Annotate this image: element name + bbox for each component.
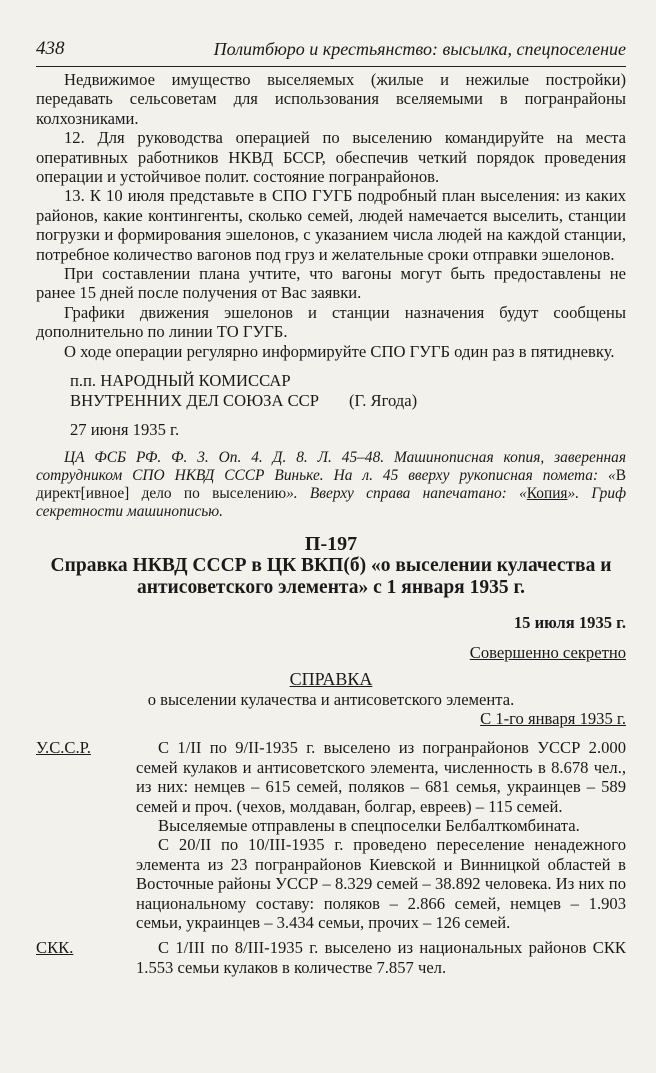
running-title: Политбюро и крестьянство: высылка, спецпоселение: [213, 39, 626, 59]
document-date: 15 июля 1935 г.: [513, 613, 626, 633]
spravka-subheading: о выселении кулачества и антисоветского элемента.: [147, 689, 515, 709]
spravka-heading: СПРАВКА: [289, 669, 373, 690]
signature-date: 27 июня 1935 г.: [70, 419, 180, 439]
kopiya-mark: Копия: [526, 485, 568, 503]
entry-skk-text: С 1/III по 8/III-1935 г. выселено из национальных районов СКК 1.553 семьи кулаков в количестве 7.857 чел.: [136, 938, 626, 977]
paragraph-item-12: 12. Для руководства операцией по выселению командируйте на места оперативных работников НКВД БССР, обеспечив четкий порядок проведения операции и устойчивое полит. состояние погранрайонов.: [36, 128, 626, 187]
page-header: [36, 38, 626, 67]
paragraph-schedules: Графики движения эшелонов и станции назначения будут сообщены дополнительно по линии ТО ГУГБ.: [36, 302, 626, 342]
archival-source-note: ЦА ФСБ РФ. Ф. 3. Оп. 4. Д. 8. Л. 45–48. Машинописная копия, заверенная сотрудником СПО НКВД СССР Виньке. На л. 45 вверху рукописная помета: «В директ[ивное] дело по выселению». Вверху справа напечатано: «Копия». Гриф секретности машинописью.: [36, 449, 626, 521]
paragraph-item-13: 13. К 10 июля представьте в СПО ГУГБ подробный план выселения: из каких районов, какие контингенты, сколько семей, людей намечается выселить, станции погрузки и формирования эшелонов, с указанием числа людей на каждой станции, потребное количество вагонов под груз и желательные сроки отправки эшелонов.: [36, 186, 626, 264]
signature-line-2: ВНУТРЕННИХ ДЕЛ СОЮЗА ССР: [70, 390, 319, 410]
signature-block: [36, 371, 626, 439]
signature-name: (Г. Ягода): [348, 390, 418, 410]
signature-line-1: п.п. НАРОДНЫЙ КОМИССАР: [70, 371, 291, 391]
paragraph-reporting: О ходе операции регулярно информируйте СПО ГУГБ один раз в пятидневку.: [64, 341, 615, 361]
document-title: Справка НКВД СССР в ЦК ВКП(б) «о выселении кулачества и антисоветского элемента» с 1 января 1935 г.: [50, 555, 612, 599]
entry-ussr-text-3: С 20/II по 10/III-1935 г. проведено переселение ненадежного элемента из 23 погранрайонов Киевской и Винницкой областей в Восточные районы УССР – 8.329 семей – 38.892 человека. Из них по национальному составу: поляков – 2.866 семей, немцев – 1.903 семьи, украинцев – 3.434 семьи, прочих – 126 семей.: [136, 835, 626, 932]
entry-label-skk: СКК.: [36, 938, 74, 958]
paragraph-property: Недвижимое имущество выселяемых (жилые и нежилые постройки) передавать сельсоветам для использования вселяемыми в погранрайоны колхозниками.: [36, 70, 626, 128]
paragraph-wagons: При составлении плана учтите, что вагоны могут быть предоставлены не ранее 15 дней после получения от Вас заявки.: [36, 264, 626, 303]
document-number: П-197: [304, 533, 358, 556]
entry-ussr-text-2: Выселяемые отправлены в спецпоселки Белбалткомбината.: [158, 815, 580, 835]
entry-ussr: [36, 738, 626, 816]
secrecy-stamp: Совершенно секретно: [469, 642, 626, 662]
entry-skk: [36, 938, 626, 977]
entry-label-ussr: У.С.С.Р.: [36, 738, 91, 758]
page-body: [36, 70, 626, 977]
entry-ussr-text-1: С 1/II по 9/II-1935 г. выселено из погранрайонов УССР 2.000 семей кулаков и антисоветского элемента, численность в 8.678 чел., из них: немцев – 615 семей, поляков – 681 семья, украинцев – 589 семей и проч. (чехов, молдаван, болгар, евреев) – 115 семей.: [136, 738, 626, 816]
handwritten-note: В директ[ивное] дело по выселению: [36, 467, 626, 503]
period-start: С 1-го января 1935 г.: [480, 708, 626, 728]
page-number: 438: [36, 38, 65, 59]
